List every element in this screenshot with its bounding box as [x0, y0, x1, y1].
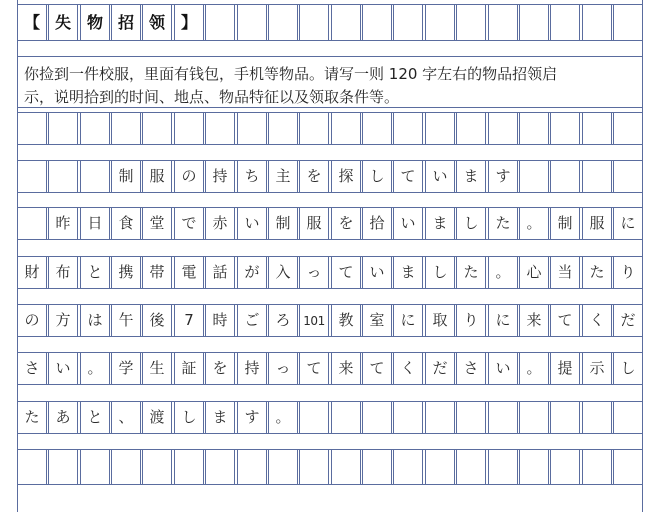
grid-cell: り	[456, 305, 486, 336]
grid-cell: 食	[111, 208, 141, 239]
grid-cell: 物	[80, 5, 110, 40]
grid-cell	[425, 450, 455, 484]
grid-cell: 。	[80, 353, 110, 384]
grid-cell	[362, 450, 392, 484]
grid-cell	[519, 113, 549, 144]
grid-cell	[205, 450, 235, 484]
grid-cell: 主	[268, 161, 298, 192]
grid-cell	[425, 402, 455, 433]
grid-cell: 話	[205, 257, 235, 288]
prompt-line-2: 示，说明拾到的时间、地点、物品特征以及领取条件等。	[24, 88, 400, 106]
grid-cell	[331, 113, 361, 144]
grid-cell	[174, 113, 204, 144]
grid-cell	[613, 113, 643, 144]
grid-cell: 拾	[362, 208, 392, 239]
grid-cell	[613, 161, 643, 192]
grid-row	[17, 112, 643, 145]
grid-cell	[362, 5, 392, 40]
grid-cell: ろ	[268, 305, 298, 336]
grid-cell: 日	[80, 208, 110, 239]
grid-cell: い	[237, 208, 267, 239]
grid-cell: あ	[48, 402, 78, 433]
grid-cell	[613, 450, 643, 484]
grid-cell: っ	[268, 353, 298, 384]
grid-cell	[299, 5, 329, 40]
grid-cell: 、	[111, 402, 141, 433]
grid-cell: 後	[142, 305, 172, 336]
grid-cell	[550, 113, 580, 144]
grid-cell: の	[174, 161, 204, 192]
grid-cell: だ	[425, 353, 455, 384]
grid-row	[17, 304, 643, 337]
grid-cell: 服	[299, 208, 329, 239]
grid-cell	[142, 450, 172, 484]
grid-cell: て	[393, 161, 423, 192]
grid-cell: は	[80, 305, 110, 336]
grid-cell: を	[299, 161, 329, 192]
grid-cell	[299, 450, 329, 484]
grid-cell: り	[613, 257, 643, 288]
grid-cell	[488, 113, 518, 144]
grid-cell: 招	[111, 5, 141, 40]
grid-cell: し	[174, 402, 204, 433]
grid-cell: く	[393, 353, 423, 384]
title-grid-row	[17, 4, 643, 41]
grid-cell: 制	[111, 161, 141, 192]
grid-cell: 入	[268, 257, 298, 288]
grid-cell: し	[425, 257, 455, 288]
grid-cell	[488, 5, 518, 40]
grid-cell	[174, 450, 204, 484]
grid-cell	[17, 450, 47, 484]
grid-cell: し	[613, 353, 643, 384]
writing-prompt	[17, 56, 643, 108]
grid-cell: 渡	[142, 402, 172, 433]
grid-cell: に	[393, 305, 423, 336]
grid-cell	[613, 5, 643, 40]
grid-cell	[393, 402, 423, 433]
grid-cell	[48, 450, 78, 484]
grid-cell: 帯	[142, 257, 172, 288]
grid-cell: を	[205, 353, 235, 384]
grid-cell	[142, 113, 172, 144]
grid-cell: い	[425, 161, 455, 192]
grid-row	[17, 449, 643, 485]
grid-cell: 。	[519, 353, 549, 384]
grid-cell	[80, 161, 110, 192]
grid-cell	[550, 450, 580, 484]
grid-cell: 。	[519, 208, 549, 239]
grid-cell	[331, 5, 361, 40]
grid-cell: 財	[17, 257, 47, 288]
grid-cell: 失	[48, 5, 78, 40]
grid-cell: ま	[205, 402, 235, 433]
grid-cell	[519, 161, 549, 192]
grid-cell	[362, 113, 392, 144]
grid-cell: 示	[582, 353, 612, 384]
grid-cell	[331, 450, 361, 484]
grid-cell	[425, 5, 455, 40]
grid-cell: 方	[48, 305, 78, 336]
grid-cell	[17, 113, 47, 144]
grid-cell: し	[362, 161, 392, 192]
grid-cell: ま	[393, 257, 423, 288]
grid-cell: 時	[205, 305, 235, 336]
grid-cell: て	[550, 305, 580, 336]
grid-cell: 携	[111, 257, 141, 288]
grid-cell	[111, 450, 141, 484]
grid-cell: 心	[519, 257, 549, 288]
grid-cell: ご	[237, 305, 267, 336]
grid-cell	[80, 450, 110, 484]
grid-cell: て	[331, 257, 361, 288]
grid-row	[17, 352, 643, 385]
grid-row	[17, 160, 643, 193]
grid-cell: 来	[519, 305, 549, 336]
grid-cell	[550, 5, 580, 40]
grid-cell: た	[582, 257, 612, 288]
grid-cell	[613, 402, 643, 433]
grid-cell	[519, 402, 549, 433]
grid-cell	[425, 113, 455, 144]
grid-cell: 堂	[142, 208, 172, 239]
grid-cell	[582, 450, 612, 484]
grid-cell	[17, 208, 47, 239]
grid-cell	[237, 5, 267, 40]
grid-cell: 【	[17, 5, 47, 40]
grid-cell	[237, 450, 267, 484]
grid-cell: を	[331, 208, 361, 239]
grid-cell: す	[237, 402, 267, 433]
grid-cell: 服	[582, 208, 612, 239]
grid-cell: 服	[142, 161, 172, 192]
grid-cell	[268, 113, 298, 144]
grid-cell	[268, 450, 298, 484]
grid-cell: 来	[331, 353, 361, 384]
grid-cell	[393, 113, 423, 144]
grid-cell: さ	[17, 353, 47, 384]
grid-cell: 101	[299, 305, 329, 336]
grid-cell	[299, 113, 329, 144]
grid-cell	[519, 450, 549, 484]
grid-cell: が	[237, 257, 267, 288]
grid-cell	[488, 402, 518, 433]
grid-cell	[550, 161, 580, 192]
grid-cell: て	[362, 353, 392, 384]
grid-cell	[582, 402, 612, 433]
prompt-line-1: 你捡到一件校服，里面有钱包，手机等物品。请写一则 120 字左右的物品招领启	[24, 65, 558, 83]
grid-cell	[331, 402, 361, 433]
grid-cell: だ	[613, 305, 643, 336]
grid-cell	[488, 450, 518, 484]
grid-cell	[582, 161, 612, 192]
grid-cell	[237, 113, 267, 144]
grid-cell	[111, 113, 141, 144]
grid-cell	[48, 161, 78, 192]
grid-cell: 。	[488, 257, 518, 288]
grid-cell	[456, 5, 486, 40]
grid-cell: し	[456, 208, 486, 239]
grid-cell: と	[80, 257, 110, 288]
grid-cell: い	[48, 353, 78, 384]
grid-cell: 学	[111, 353, 141, 384]
grid-cell: 午	[111, 305, 141, 336]
grid-cell: 领	[142, 5, 172, 40]
grid-cell: 赤	[205, 208, 235, 239]
grid-cell: い	[488, 353, 518, 384]
grid-cell: た	[17, 402, 47, 433]
grid-cell: 昨	[48, 208, 78, 239]
grid-cell: 。	[268, 402, 298, 433]
grid-cell: の	[17, 305, 47, 336]
grid-cell	[17, 161, 47, 192]
grid-cell: に	[613, 208, 643, 239]
grid-cell: ち	[237, 161, 267, 192]
grid-cell: く	[582, 305, 612, 336]
grid-cell: 布	[48, 257, 78, 288]
grid-cell: ま	[425, 208, 455, 239]
grid-cell: に	[488, 305, 518, 336]
grid-cell	[519, 5, 549, 40]
grid-cell: て	[299, 353, 329, 384]
grid-row	[17, 207, 643, 240]
grid-cell: ま	[456, 161, 486, 192]
grid-cell: 生	[142, 353, 172, 384]
grid-cell: で	[174, 208, 204, 239]
grid-cell	[80, 113, 110, 144]
grid-cell: 持	[237, 353, 267, 384]
grid-cell: い	[362, 257, 392, 288]
grid-cell: と	[80, 402, 110, 433]
grid-cell: 教	[331, 305, 361, 336]
grid-cell	[456, 450, 486, 484]
grid-cell	[205, 113, 235, 144]
grid-cell: 制	[550, 208, 580, 239]
grid-cell	[550, 402, 580, 433]
grid-cell: 制	[268, 208, 298, 239]
grid-cell	[393, 450, 423, 484]
grid-row	[17, 401, 643, 434]
grid-cell	[299, 402, 329, 433]
grid-cell: さ	[456, 353, 486, 384]
grid-cell: 当	[550, 257, 580, 288]
grid-cell	[393, 5, 423, 40]
grid-cell: っ	[299, 257, 329, 288]
grid-cell: 持	[205, 161, 235, 192]
grid-cell	[456, 402, 486, 433]
grid-cell: 提	[550, 353, 580, 384]
grid-cell	[362, 402, 392, 433]
grid-cell	[268, 5, 298, 40]
grid-cell	[456, 113, 486, 144]
grid-cell: 電	[174, 257, 204, 288]
grid-cell: 室	[362, 305, 392, 336]
grid-cell: た	[488, 208, 518, 239]
grid-cell	[582, 113, 612, 144]
grid-cell	[582, 5, 612, 40]
grid-cell	[48, 113, 78, 144]
grid-cell: す	[488, 161, 518, 192]
grid-cell: い	[393, 208, 423, 239]
grid-cell	[205, 5, 235, 40]
grid-cell: た	[456, 257, 486, 288]
grid-cell: 取	[425, 305, 455, 336]
grid-cell: 】	[174, 5, 204, 40]
grid-cell: 7	[174, 305, 204, 336]
grid-cell: 探	[331, 161, 361, 192]
grid-row	[17, 256, 643, 289]
grid-cell: 証	[174, 353, 204, 384]
